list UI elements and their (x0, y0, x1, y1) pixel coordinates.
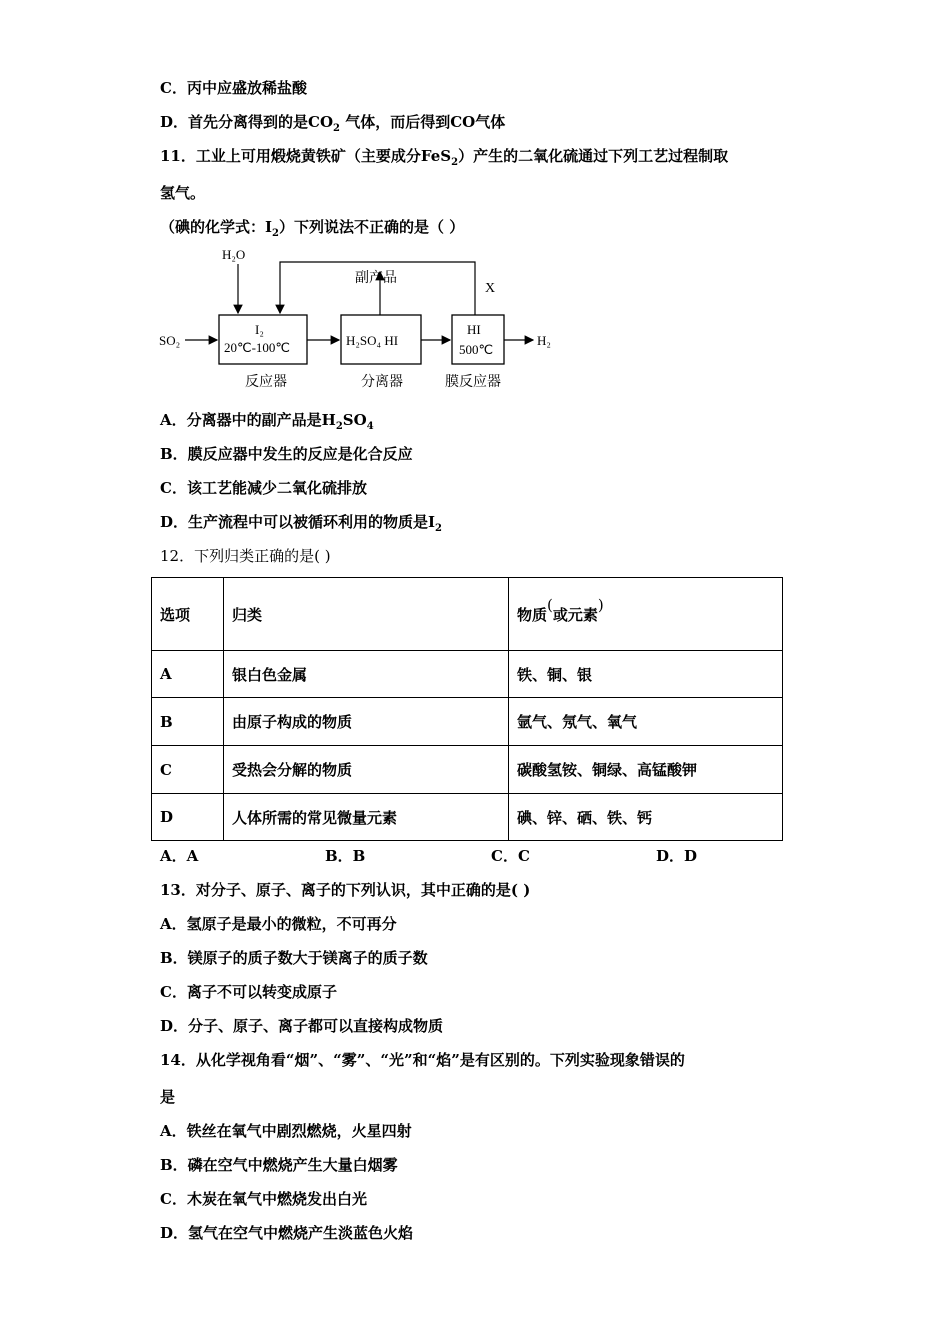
q14-option-a: A．铁丝在氧气中剧烈燃烧，火星四射 (160, 1122, 412, 1140)
row-category: 银白色金属 (224, 651, 509, 698)
membrane-line2: 500℃ (459, 342, 494, 357)
q13-option-b: B．镁原子的质子数大于镁离子的质子数 (160, 949, 428, 967)
row-option: B (152, 698, 224, 746)
q11-option-b: B．膜反应器中发生的反应是化合反应 (160, 445, 413, 463)
reactor-line2: 20℃-100℃ (224, 340, 291, 355)
q13-stem: 13．对分子、原子、离子的下列认识，其中正确的是( ) (160, 881, 531, 899)
q10-option-c: C．丙中应盛放稀盐酸 (160, 79, 307, 97)
reactor-label: 反应器 (245, 375, 287, 390)
row-items: 铁、铜、银 (509, 651, 783, 698)
q11-option-d: D．生产流程中可以被循环利用的物质是$I_2$ (160, 513, 442, 534)
q13-option-a: A．氢原子是最小的微粒，不可再分 (160, 915, 397, 933)
q13-option-c: C．离子不可以转变成原子 (160, 983, 337, 1001)
header-option: 选项 (152, 578, 224, 651)
q11-option-c: C．该工艺能减少二氧化硫排放 (160, 479, 367, 497)
process-flow-diagram (155, 242, 575, 392)
table-row (152, 651, 783, 698)
q11-stem-line1: 11．工业上可用煅烧黄铁矿（主要成分FeS$_2$）产生的二氧化硫通过下列工艺过程制取 (160, 147, 729, 168)
separator-label: 分离器 (361, 375, 403, 390)
q14-stem-line2: 是 (160, 1088, 176, 1106)
so2-label: SO₂ (159, 333, 181, 348)
q14-option-b: B．磷在空气中燃烧产生大量白烟雾 (160, 1156, 398, 1174)
table-header-row (152, 578, 783, 651)
row-option: D (152, 794, 224, 841)
membrane-line1: HI (467, 322, 481, 337)
q12-table (151, 577, 783, 841)
q14-option-d: D．氢气在空气中燃烧产生淡蓝色火焰 (160, 1224, 414, 1242)
h2-label: H₂ (537, 333, 551, 348)
q11-stem-line3: （碘的化学式：$I_2$）下列说法不正确的是（ ） (160, 218, 465, 239)
q11-stem-line2: 氢气。 (160, 184, 206, 202)
q14-stem-line1: 14．从化学视角看“烟”、“雾”、“光”和“焰”是有区别的。下列实验现象错误的 (160, 1051, 685, 1069)
row-option: A (152, 651, 224, 698)
q12-answer-c: C．C (491, 847, 530, 865)
table-row (152, 794, 783, 841)
q12-answer-a: A．A (160, 847, 199, 865)
q12-stem: 12．下列归类正确的是( ) (160, 547, 331, 565)
h2o-label: H₂O (222, 247, 246, 262)
row-items: 碘、锌、硒、铁、钙 (509, 794, 783, 841)
separator-text: H₂SO₄ HI (346, 333, 399, 348)
q12-answer-b: B．B (325, 847, 366, 865)
q12-answer-d: D．D (656, 847, 698, 865)
byproduct-label: 副产品 (355, 271, 397, 286)
row-items: 氩气、氖气、氧气 (509, 698, 783, 746)
table-row (152, 746, 783, 794)
header-category: 归类 (224, 578, 509, 651)
row-items: 碳酸氢铵、铜绿、高锰酸钾 (509, 746, 783, 794)
table-row (152, 698, 783, 746)
reactor-line1: I₂ (255, 322, 264, 337)
q10-option-d: D．首先分离得到的是$CO_2$ 气体，而后得到CO气体 (160, 113, 506, 134)
x-label: X (485, 281, 496, 296)
row-category: 由原子构成的物质 (224, 698, 509, 746)
row-option: C (152, 746, 224, 794)
header-items: 物质(或元素) (509, 578, 783, 651)
row-category: 受热会分解的物质 (224, 746, 509, 794)
q11-option-a: A．分离器中的副产品是$H_2SO_4$ (160, 411, 374, 432)
q13-option-d: D．分子、原子、离子都可以直接构成物质 (160, 1017, 444, 1035)
q14-option-c: C．木炭在氧气中燃烧发出白光 (160, 1190, 367, 1208)
membrane-reactor-label: 膜反应器 (445, 375, 501, 390)
recycle-x-arrow (280, 262, 475, 315)
row-category: 人体所需的常见微量元素 (224, 794, 509, 841)
